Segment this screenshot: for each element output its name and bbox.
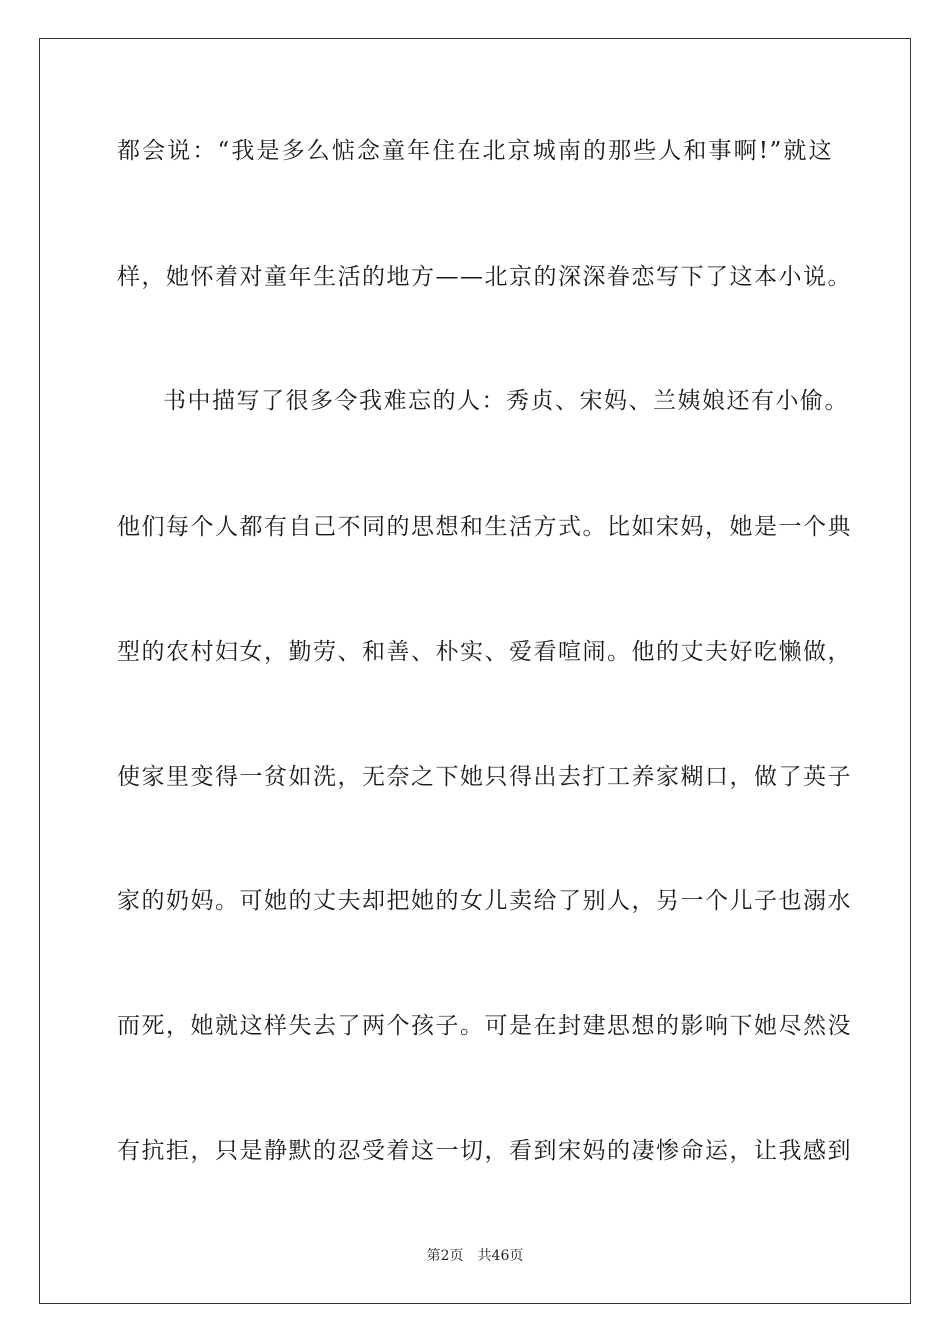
page-footer — [0, 1247, 950, 1265]
total-pages: 共46页 — [477, 1248, 524, 1264]
text-line-9: 有抗拒，只是静默的忍受着这一切，看到宋妈的凄惨命运，让我感到 — [117, 1138, 852, 1164]
text-line-4: 他们每个人都有自己不同的思想和生活方式。比如宋妈，她是一个典 — [117, 514, 852, 540]
text-line-5: 型的农村妇女，勤劳、和善、朴实、爱看喧闹。他的丈夫好吃懒做， — [117, 639, 852, 665]
page-number: 第2页 — [426, 1248, 464, 1264]
text-line-8: 而死，她就这样失去了两个孩子。可是在封建思想的影响下她尽然没 — [117, 1013, 852, 1039]
text-line-6: 使家里变得一贫如洗，无奈之下她只得出去打工养家糊口，做了英子 — [117, 764, 852, 790]
text-line-3-paragraph-start: 书中描写了很多令我难忘的人：秀贞、宋妈、兰姨娘还有小偷。 — [163, 388, 849, 414]
text-line-1: 都会说：“我是多么惦念童年住在北京城南的那些人和事啊!”就这 — [117, 138, 833, 164]
text-line-7: 家的奶妈。可她的丈夫却把她的女儿卖给了别人，另一个儿子也溺水 — [117, 888, 852, 914]
text-line-2: 样，她怀着对童年生活的地方——北京的深深眷恋写下了这本小说。 — [117, 264, 852, 290]
page-border — [39, 38, 911, 1304]
